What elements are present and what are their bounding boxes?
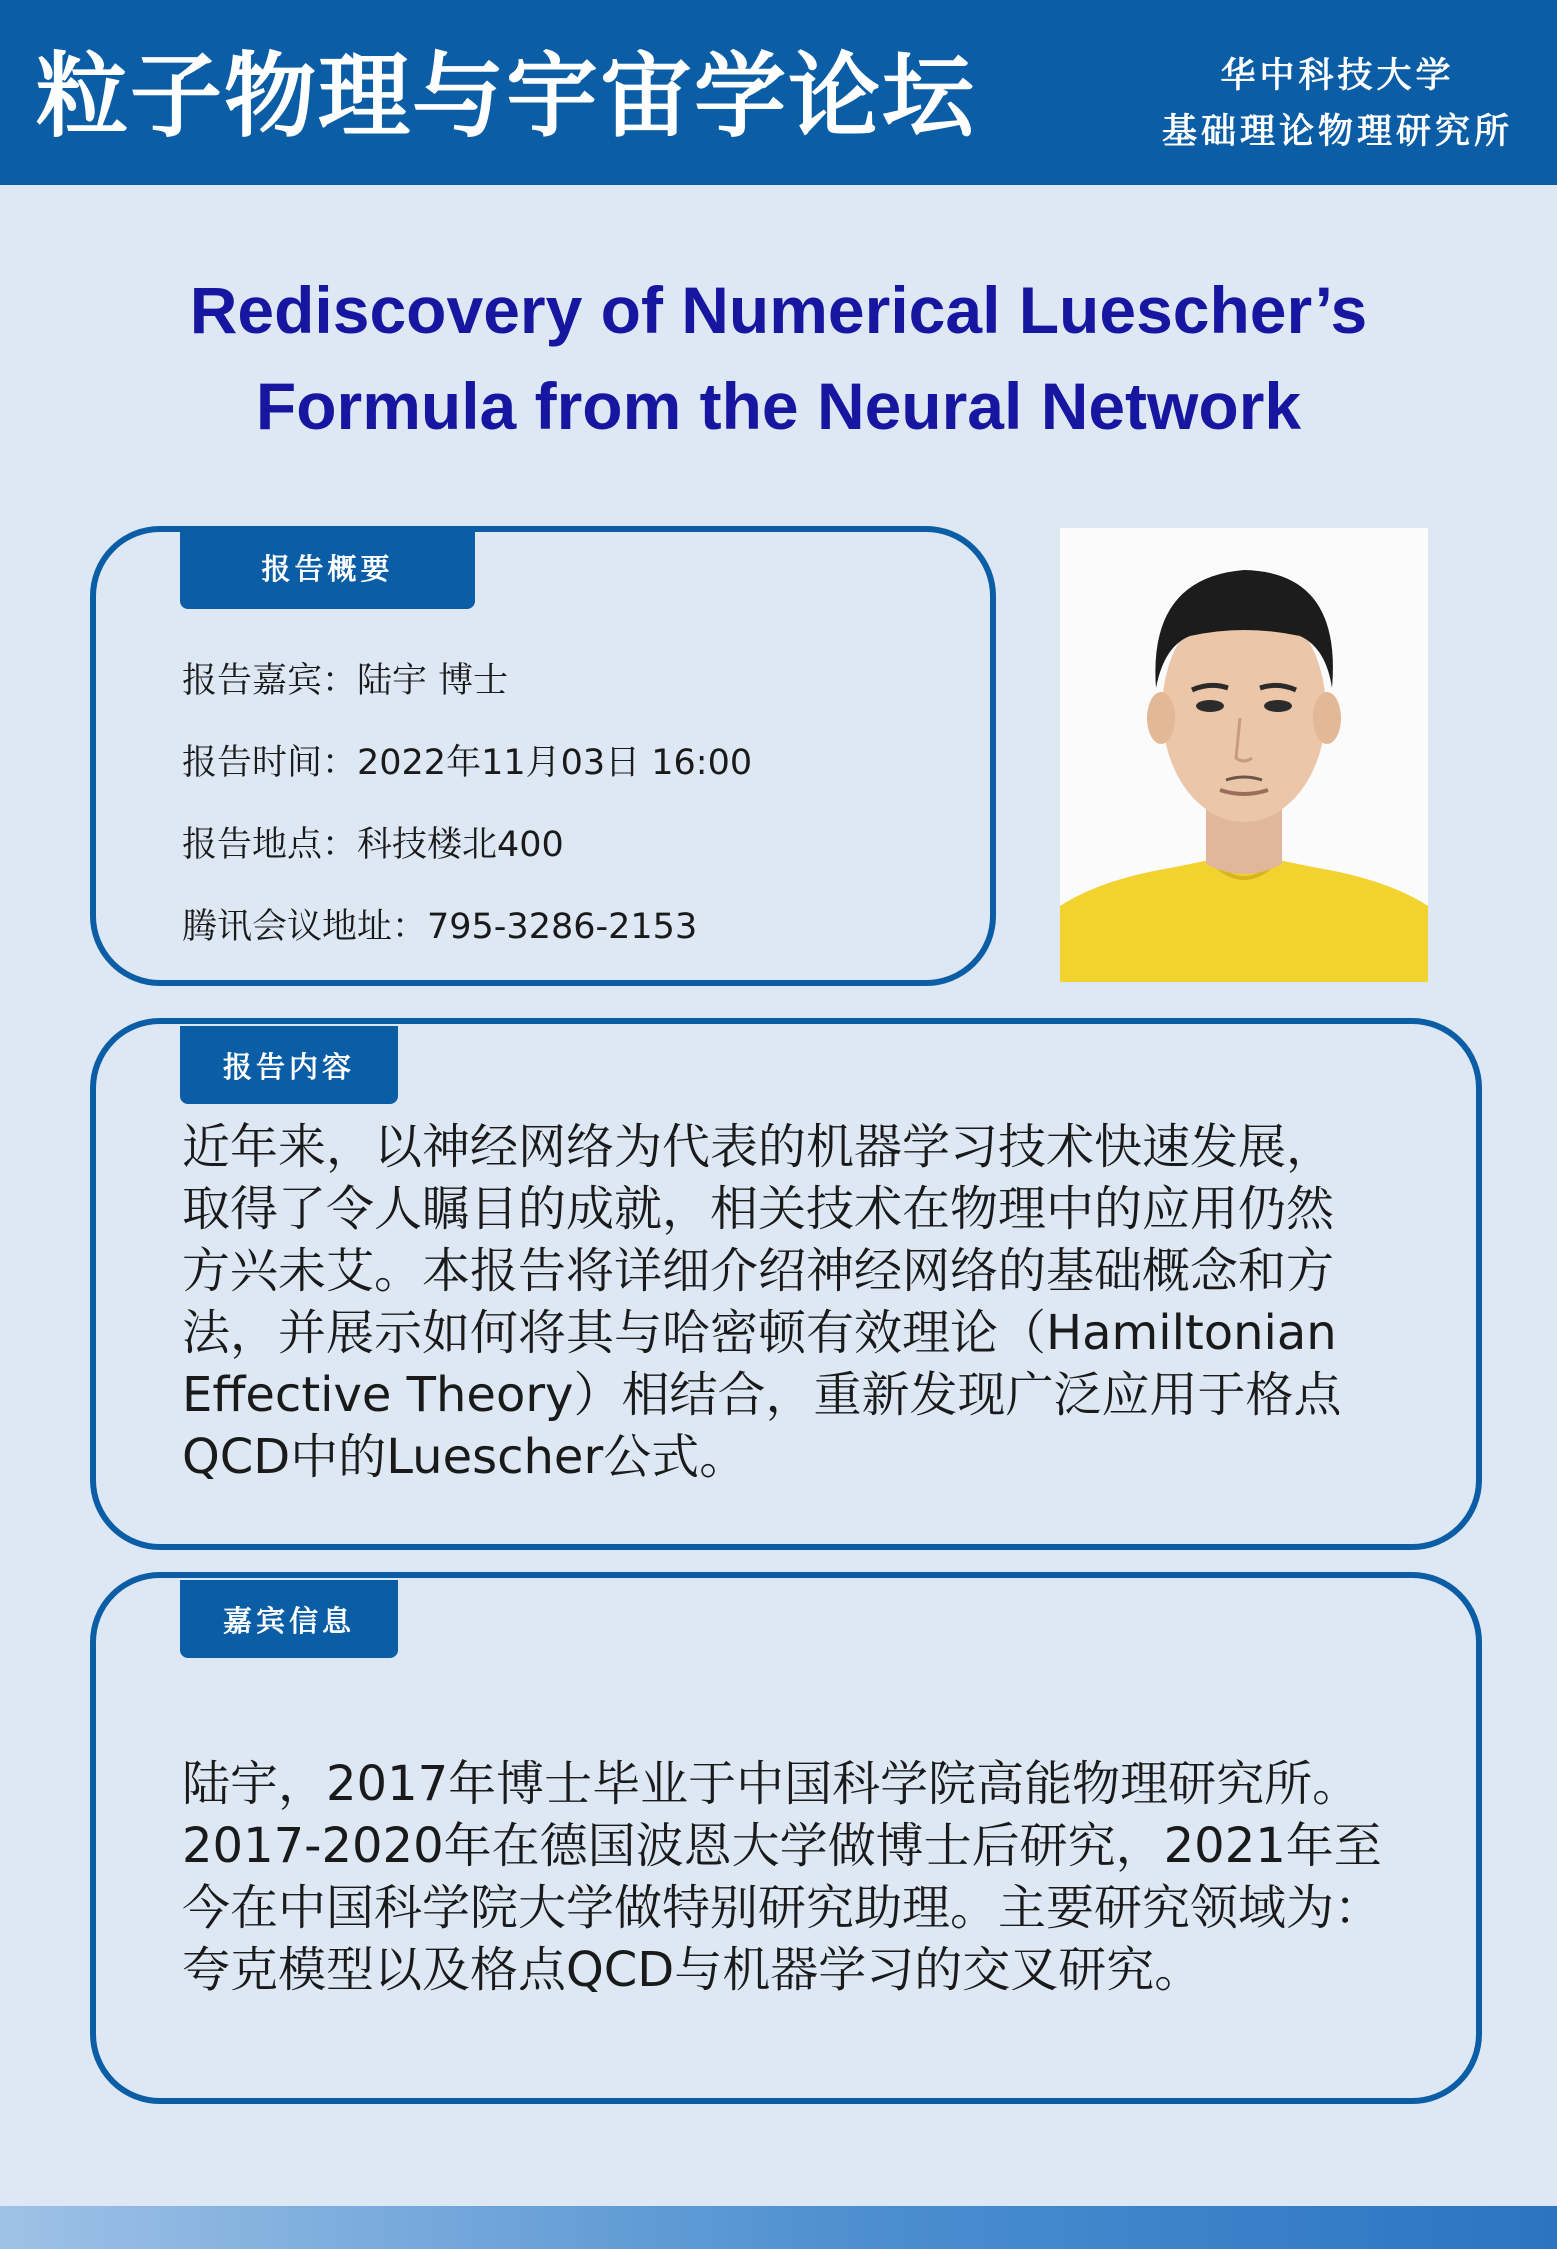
content-line: 法，并展示如何将其与哈密顿有效理论（Hamiltonian [182,1305,1337,1361]
bio-line: 2017-2020年在德国波恩大学做博士后研究，2021年至 [182,1818,1382,1874]
meeting-line: 腾讯会议地址：795-3286-2153 [182,907,698,947]
forum-title: 粒子物理与宇宙学论坛 [36,43,977,150]
talk-title [0,262,1557,454]
content-line: 取得了令人瞩目的成就，相关技术在物理中的应用仍然 [182,1181,1335,1237]
institute-name [1162,48,1513,160]
talk-title-line-2: Formula from the Neural Network [255,369,1302,443]
header-bar [0,0,1557,185]
talk-title-line-1: Rediscovery of Numerical Luescher’s [189,273,1368,347]
bio-line: 陆宇，2017年博士毕业于中国科学院高能物理研究所。 [182,1756,1361,1812]
bio-paragraph [182,1753,1382,2001]
content-tab: 报告内容 [180,1026,398,1104]
bio-line: 夸克模型以及格点QCD与机器学习的交叉研究。 [182,1942,1203,1998]
content-line: Effective Theory）相结合，重新发现广泛应用于格点 [182,1367,1342,1423]
institute-line-1: 华中科技大学 [1220,56,1455,96]
time-line: 报告时间：2022年11月03日 16:00 [182,743,753,783]
content-paragraph [182,1116,1341,1488]
speaker-photo [1060,528,1428,982]
speaker-line: 报告嘉宾：陆宇 博士 [182,661,509,701]
bio-line: 今在中国科学院大学做特别研究助理。主要研究领域为： [182,1880,1383,1936]
content-line: 近年来，以神经网络为代表的机器学习技术快速发展， [182,1119,1335,1175]
bio-tab: 嘉宾信息 [180,1580,398,1658]
content-line: 方兴未艾。本报告将详细介绍神经网络的基础概念和方 [182,1243,1335,1299]
footer-bar [0,2206,1557,2249]
institute-line-2: 基础理论物理研究所 [1161,112,1513,152]
overview-tab: 报告概要 [180,526,475,609]
location-line: 报告地点：科技楼北400 [182,825,564,865]
content-line: QCD中的Luescher公式。 [182,1429,748,1485]
